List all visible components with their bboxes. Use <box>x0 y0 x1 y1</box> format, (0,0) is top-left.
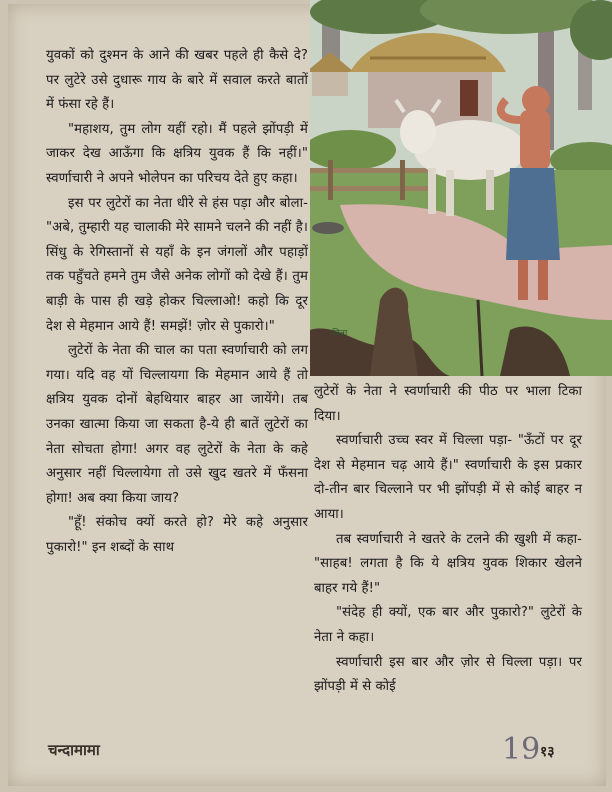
handwritten-page-number: 19 <box>502 732 541 767</box>
paragraph: इस पर लुटेरों का नेता धीरे से हंस पड़ा और बोला-"अबे, तुम्हारी यह चालाकी मेरे सामने चलने की नहीं है। सिंधु के रेगिस्तानों से यहाँ के इन जंगलों और पहाड़ों तक पहुँचते हमने तुम जैसे अनेक लोगों को देखे हैं। तुम बाड़ी के पास ही खड़े होकर चिल्लाओ! कहो कि दूर देश से मेहमान आये हैं! समझें! ज़ोर से पुकारो।" <box>46 195 308 334</box>
paragraph: युवकों को दुश्मन के आने की खबर पहले ही कैसे दे? पर लुटेरे उसे दुधारू गाय के बारे में सवाल करते बातों में फंसा रहे हैं। <box>46 48 308 113</box>
illustration-art <box>310 0 612 376</box>
artist-signature: चित्रा <box>332 329 348 339</box>
left-text-column <box>46 44 308 560</box>
paragraph: लुटेरों के नेता की चाल का पता स्वर्णाचारी को लग गया। यदि वह यों चिल्लायगा कि मेहमान आये हैं तो क्षत्रिय युवक दोनों बेहथियार बाहर आ जायेंगे। तब उनका खात्मा किया जा सकता है-ये ही बातें लुटेरों का नेता सोचता होगा! अगर वह लुटेरों के नेता के कहे अनुसार नहीं चिल्लायेगा तो उसे खुद खतरे में फँसना होगा! अब क्या किया जाय? <box>46 343 308 506</box>
paragraph: तब स्वर्णाचारी ने खतरे के टलने की खुशी में कहा-"साहब! लगता है कि ये क्षत्रिय युवक शिकार खेलने बाहर गये हैं!" <box>314 531 582 596</box>
paragraph: स्वर्णाचारी उच्च स्वर में चिल्ला पड़ा- "ऊँटों पर दूर देश से मेहमान चढ़ आये हैं।" स्वर्णाचारी के इस प्रकार दो-तीन बार चिल्लाने पर भी झोंपड़ी में से कोई बाहर न आया। <box>314 433 582 522</box>
paragraph: "हूँ! संकोच क्यों करते हो? मेरे कहे अनुसार पुकारो!" इन शब्दों के साथ <box>46 515 308 555</box>
right-text-column <box>314 380 582 700</box>
magazine-title: चन्दामामा <box>48 741 100 759</box>
paragraph: "महाशय, तुम लोग यहीं रहो। मैं पहले झोंपड़ी में जाकर देख आऊँगा कि क्षत्रिय युवक हैं कि नहीं।" स्वर्णाचारी ने अपने भोलेपन का परिचय देते हुए कहा। <box>46 121 308 186</box>
paragraph: "संदेह ही क्यों, एक बार और पुकारो?" लुटेरों के नेता ने कहा। <box>314 605 582 645</box>
paragraph: लुटेरों के नेता ने स्वर्णाचारी की पीठ पर भाला टिका दिया। <box>314 384 582 424</box>
story-illustration <box>310 0 612 376</box>
page-number: १३ <box>540 744 555 760</box>
paragraph: स्वर्णाचारी इस बार और ज़ोर से चिल्ला पड़ा। पर झोंपड़ी में से कोई <box>314 654 582 695</box>
